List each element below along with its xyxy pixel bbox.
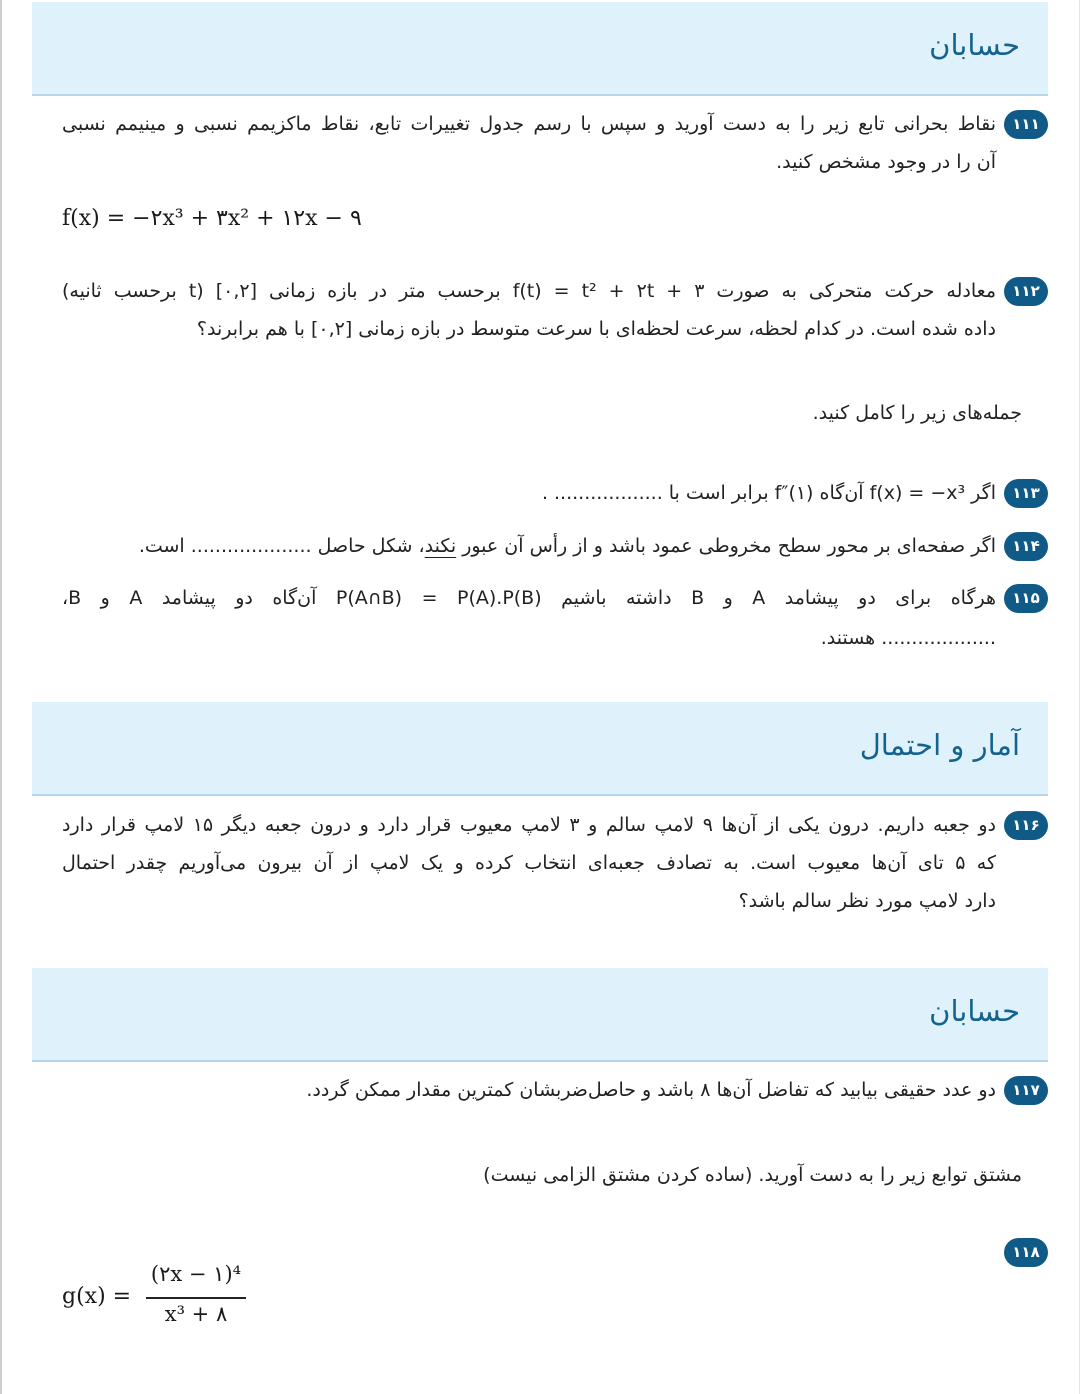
- question-number-badge: ۱۱۳: [1004, 479, 1048, 508]
- question-number-badge: ۱۱۵: [1004, 584, 1048, 613]
- section-header: [32, 2, 1048, 96]
- question-116-text-line2: که ۵ تای آن‌ها معیوب است. به تصادف جعبه‌ای انتخاب کرده و یک لامپ از آن بیرون می‌آوریم چقدر احتمال: [62, 852, 996, 874]
- question-114-text-before: اگر صفحه‌ای بر محور سطح مخروطی عمود باشد و از رأس آن عبور: [456, 535, 996, 557]
- question-number-badge: ۱۱۷: [1004, 1076, 1048, 1105]
- question-118-denominator: x³ + ۸: [164, 1302, 228, 1326]
- instruction-complete-sentences: جمله‌های زیر را کامل کنید.: [812, 402, 1022, 424]
- question-111-text-line1: نقاط بحرانی تابع زیر را به دست آورید و سپس با رسم جدول تغییرات تابع، نقاط ماکزیمم نسبی و مینیمم نسبی: [62, 113, 996, 135]
- question-118-numerator: (۲x − ۱)⁴: [150, 1262, 242, 1286]
- question-112-text-line1: معادله حرکت متحرکی به صورت f(t) = t² + ۲t + ۳ برحسب متر در بازه زمانی [۰,۲] (t برحسب ثانیه): [62, 280, 996, 302]
- question-114-underlined-word: نکند: [424, 535, 457, 557]
- section-title: آمار و احتمال: [859, 728, 1020, 762]
- section-title: حسابان: [929, 994, 1020, 1028]
- instruction-derivative: مشتق توابع زیر را به دست آورید. (ساده کردن مشتق الزامی نیست): [483, 1164, 1022, 1186]
- question-number-badge: ۱۱۴: [1004, 532, 1048, 561]
- question-number-badge: ۱۱۲: [1004, 277, 1048, 306]
- fraction-bar: [146, 1297, 246, 1299]
- question-number-badge: ۱۱۱: [1004, 110, 1048, 139]
- page-border-left: [0, 0, 2, 1394]
- question-112-text-line2: داده شده است. در کدام لحظه، سرعت لحظه‌ای با سرعت متوسط در بازه زمانی [۰,۲] با هم برابرند؟: [196, 318, 996, 340]
- question-number-badge: ۱۱۶: [1004, 811, 1048, 840]
- question-114-text: [139, 535, 996, 557]
- question-118-lhs: g(x) =: [62, 1284, 132, 1309]
- question-111-formula: f(x) = −۲x³ + ۳x² + ۱۲x − ۹: [62, 206, 362, 231]
- question-117-text: دو عدد حقیقی بیابید که تفاضل آن‌ها ۸ باشد و حاصل‌ضربشان کمترین مقدار ممکن گردد.: [306, 1079, 996, 1101]
- question-115-text-line1: هرگاه برای دو پیشامد A و B داشته باشیم P(A∩B) = P(A).P(B) آن‌گاه دو پیشامد A و B،: [62, 587, 996, 609]
- question-115-text-line2: ................... هستند.: [820, 627, 996, 649]
- question-116-text-line3: دارد لامپ مورد نظر سالم باشد؟: [738, 890, 996, 912]
- section-header: [32, 968, 1048, 1062]
- section-header: [32, 702, 1048, 796]
- question-116-text-line1: دو جعبه داریم. درون یکی از آن‌ها ۹ لامپ سالم و ۳ لامپ معیوب قرار دارد و درون جعبه دیگر ۱۵ لامپ قرار دارد: [62, 814, 997, 836]
- section-title: حسابان: [929, 28, 1020, 62]
- question-number-badge: ۱۱۸: [1004, 1238, 1048, 1267]
- question-111-text-line2: آن را در وجود مشخص کنید.: [776, 151, 996, 173]
- question-113-text: اگر f(x) = −x³ آن‌گاه f″(۱) برابر است با .................. .: [541, 482, 996, 504]
- question-114-text-after: ، شکل حاصل .................... است.: [138, 535, 425, 557]
